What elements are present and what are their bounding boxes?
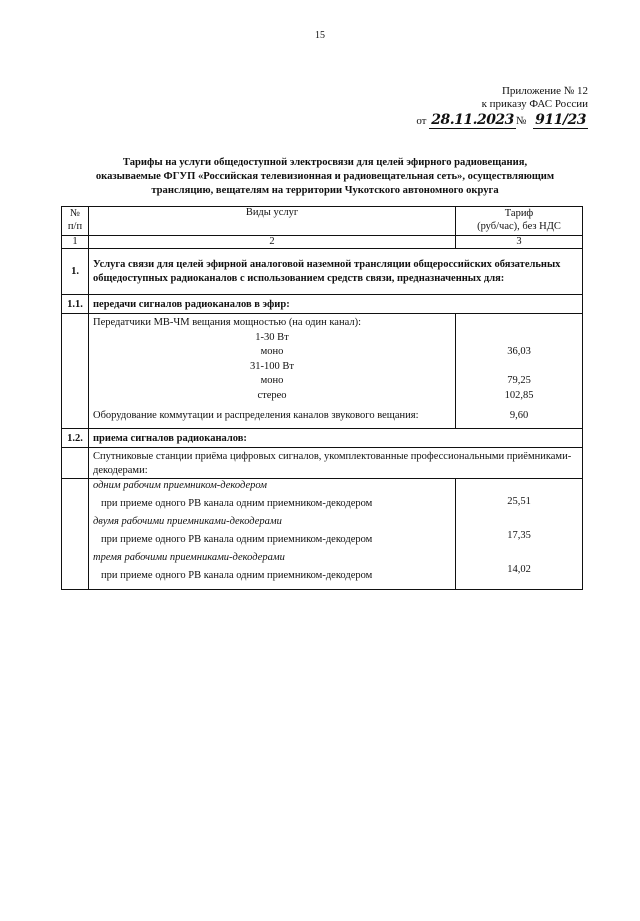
column-number-3: 3 bbox=[456, 236, 583, 249]
tariff-group-1: 25,51 bbox=[507, 495, 531, 507]
group-3-row: при приеме одного РВ канала одним приемником-декодером bbox=[101, 569, 373, 581]
power-31-100: 31-100 Вт bbox=[250, 360, 294, 372]
header-services-cell: Виды услуг bbox=[89, 207, 456, 236]
transmitters-row bbox=[62, 314, 583, 429]
tariff-1-30-mono: 36,03 bbox=[507, 346, 531, 357]
transmitters-intro: Передатчики МВ-ЧМ вещания мощностью (на один канал): bbox=[93, 317, 361, 328]
satellite-stations-text: Спутниковые станции приёма цифровых сигналов, укомплектованные профессиональными приёмниками-декодерами: bbox=[89, 448, 583, 479]
power-1-30: 1-30 Вт bbox=[255, 331, 289, 343]
title-line-1: Тарифы на услуги общедоступной электросвязи для целей эфирного радиовещания, bbox=[122, 157, 528, 168]
satellite-stations-row bbox=[62, 448, 583, 479]
appendix-line-1: Приложение № 12 bbox=[501, 85, 588, 97]
section-1-2-number: 1.2. bbox=[62, 429, 89, 448]
appendix-date-handwritten: 28.11.2023 bbox=[431, 112, 514, 128]
section-1-1-number: 1.1. bbox=[62, 295, 89, 314]
section-1-1-row bbox=[62, 295, 583, 314]
transmitters-tariff-cell bbox=[456, 314, 583, 429]
power-1-30-mono: моно bbox=[260, 346, 284, 357]
section-1-row bbox=[62, 249, 583, 295]
receivers-description-cell bbox=[89, 479, 456, 590]
header-tariff-cell bbox=[456, 207, 583, 236]
power-31-100-mono: моно bbox=[260, 375, 284, 386]
tariff-equipment: 9,60 bbox=[509, 410, 529, 421]
section-1-text: Услуга связи для целей эфирной аналоговой наземной трансляции общероссийских обязательных общедоступных радиоканалов с использованием средств связи, предназначенных для: bbox=[89, 249, 583, 295]
tariff-group-3: 14,02 bbox=[507, 563, 531, 575]
document-title bbox=[70, 156, 580, 198]
group-3-label: тремя рабочими приемниками-декодерами bbox=[93, 552, 285, 563]
group-2-label: двумя рабочими приемниками-декодерами bbox=[93, 516, 282, 527]
equipment-label: Оборудование коммутации и распределения каналов звукового вещания: bbox=[93, 410, 419, 421]
receivers-tariff-cell bbox=[456, 479, 583, 590]
page-number: 15 bbox=[315, 30, 325, 41]
group-1-row: при приеме одного РВ канала одним приемником-декодером bbox=[101, 497, 373, 509]
column-number-2: 2 bbox=[89, 236, 456, 249]
power-31-100-stereo: стерео bbox=[257, 389, 287, 401]
header-tariff-unit: (руб/час), без НДС bbox=[477, 221, 561, 232]
section-1-number: 1. bbox=[62, 249, 89, 295]
transmitters-description-cell bbox=[89, 314, 456, 429]
appendix-date-line bbox=[416, 112, 588, 129]
section-1-2-row bbox=[62, 429, 583, 448]
tariff-31-100-stereo: 102,85 bbox=[504, 389, 534, 401]
section-1-2-text: приема сигналов радиоканалов: bbox=[89, 429, 583, 448]
group-1-label: одним рабочим приемником-декодером bbox=[93, 480, 267, 491]
column-number-1: 1 bbox=[62, 236, 89, 249]
section-1-1-text: передачи сигналов радиоканалов в эфир: bbox=[89, 295, 583, 314]
header-number-cell: № п/п bbox=[62, 207, 89, 236]
group-2-row: при приеме одного РВ канала одним приемником-декодером bbox=[101, 533, 373, 545]
appendix-number-sign: № bbox=[515, 115, 527, 127]
tariff-table bbox=[61, 206, 583, 590]
receivers-row bbox=[62, 479, 583, 590]
column-number-row bbox=[62, 236, 583, 249]
table-header-row bbox=[62, 207, 583, 236]
header-tariff-title: Тариф bbox=[504, 208, 534, 219]
appendix-number-handwritten: 911/23 bbox=[535, 112, 586, 128]
title-line-2: оказываемые ФГУП «Российская телевизионная и радиовещательная сеть», осуществляющим bbox=[95, 171, 555, 182]
appendix-ot-label: от bbox=[416, 115, 427, 127]
tariff-31-100-mono: 79,25 bbox=[507, 375, 531, 386]
tariff-group-2: 17,35 bbox=[507, 529, 531, 541]
title-line-3: трансляцию, вещателям на территории Чукотского автономного округа bbox=[151, 185, 499, 196]
appendix-line-2: к приказу ФАС России bbox=[481, 98, 588, 110]
